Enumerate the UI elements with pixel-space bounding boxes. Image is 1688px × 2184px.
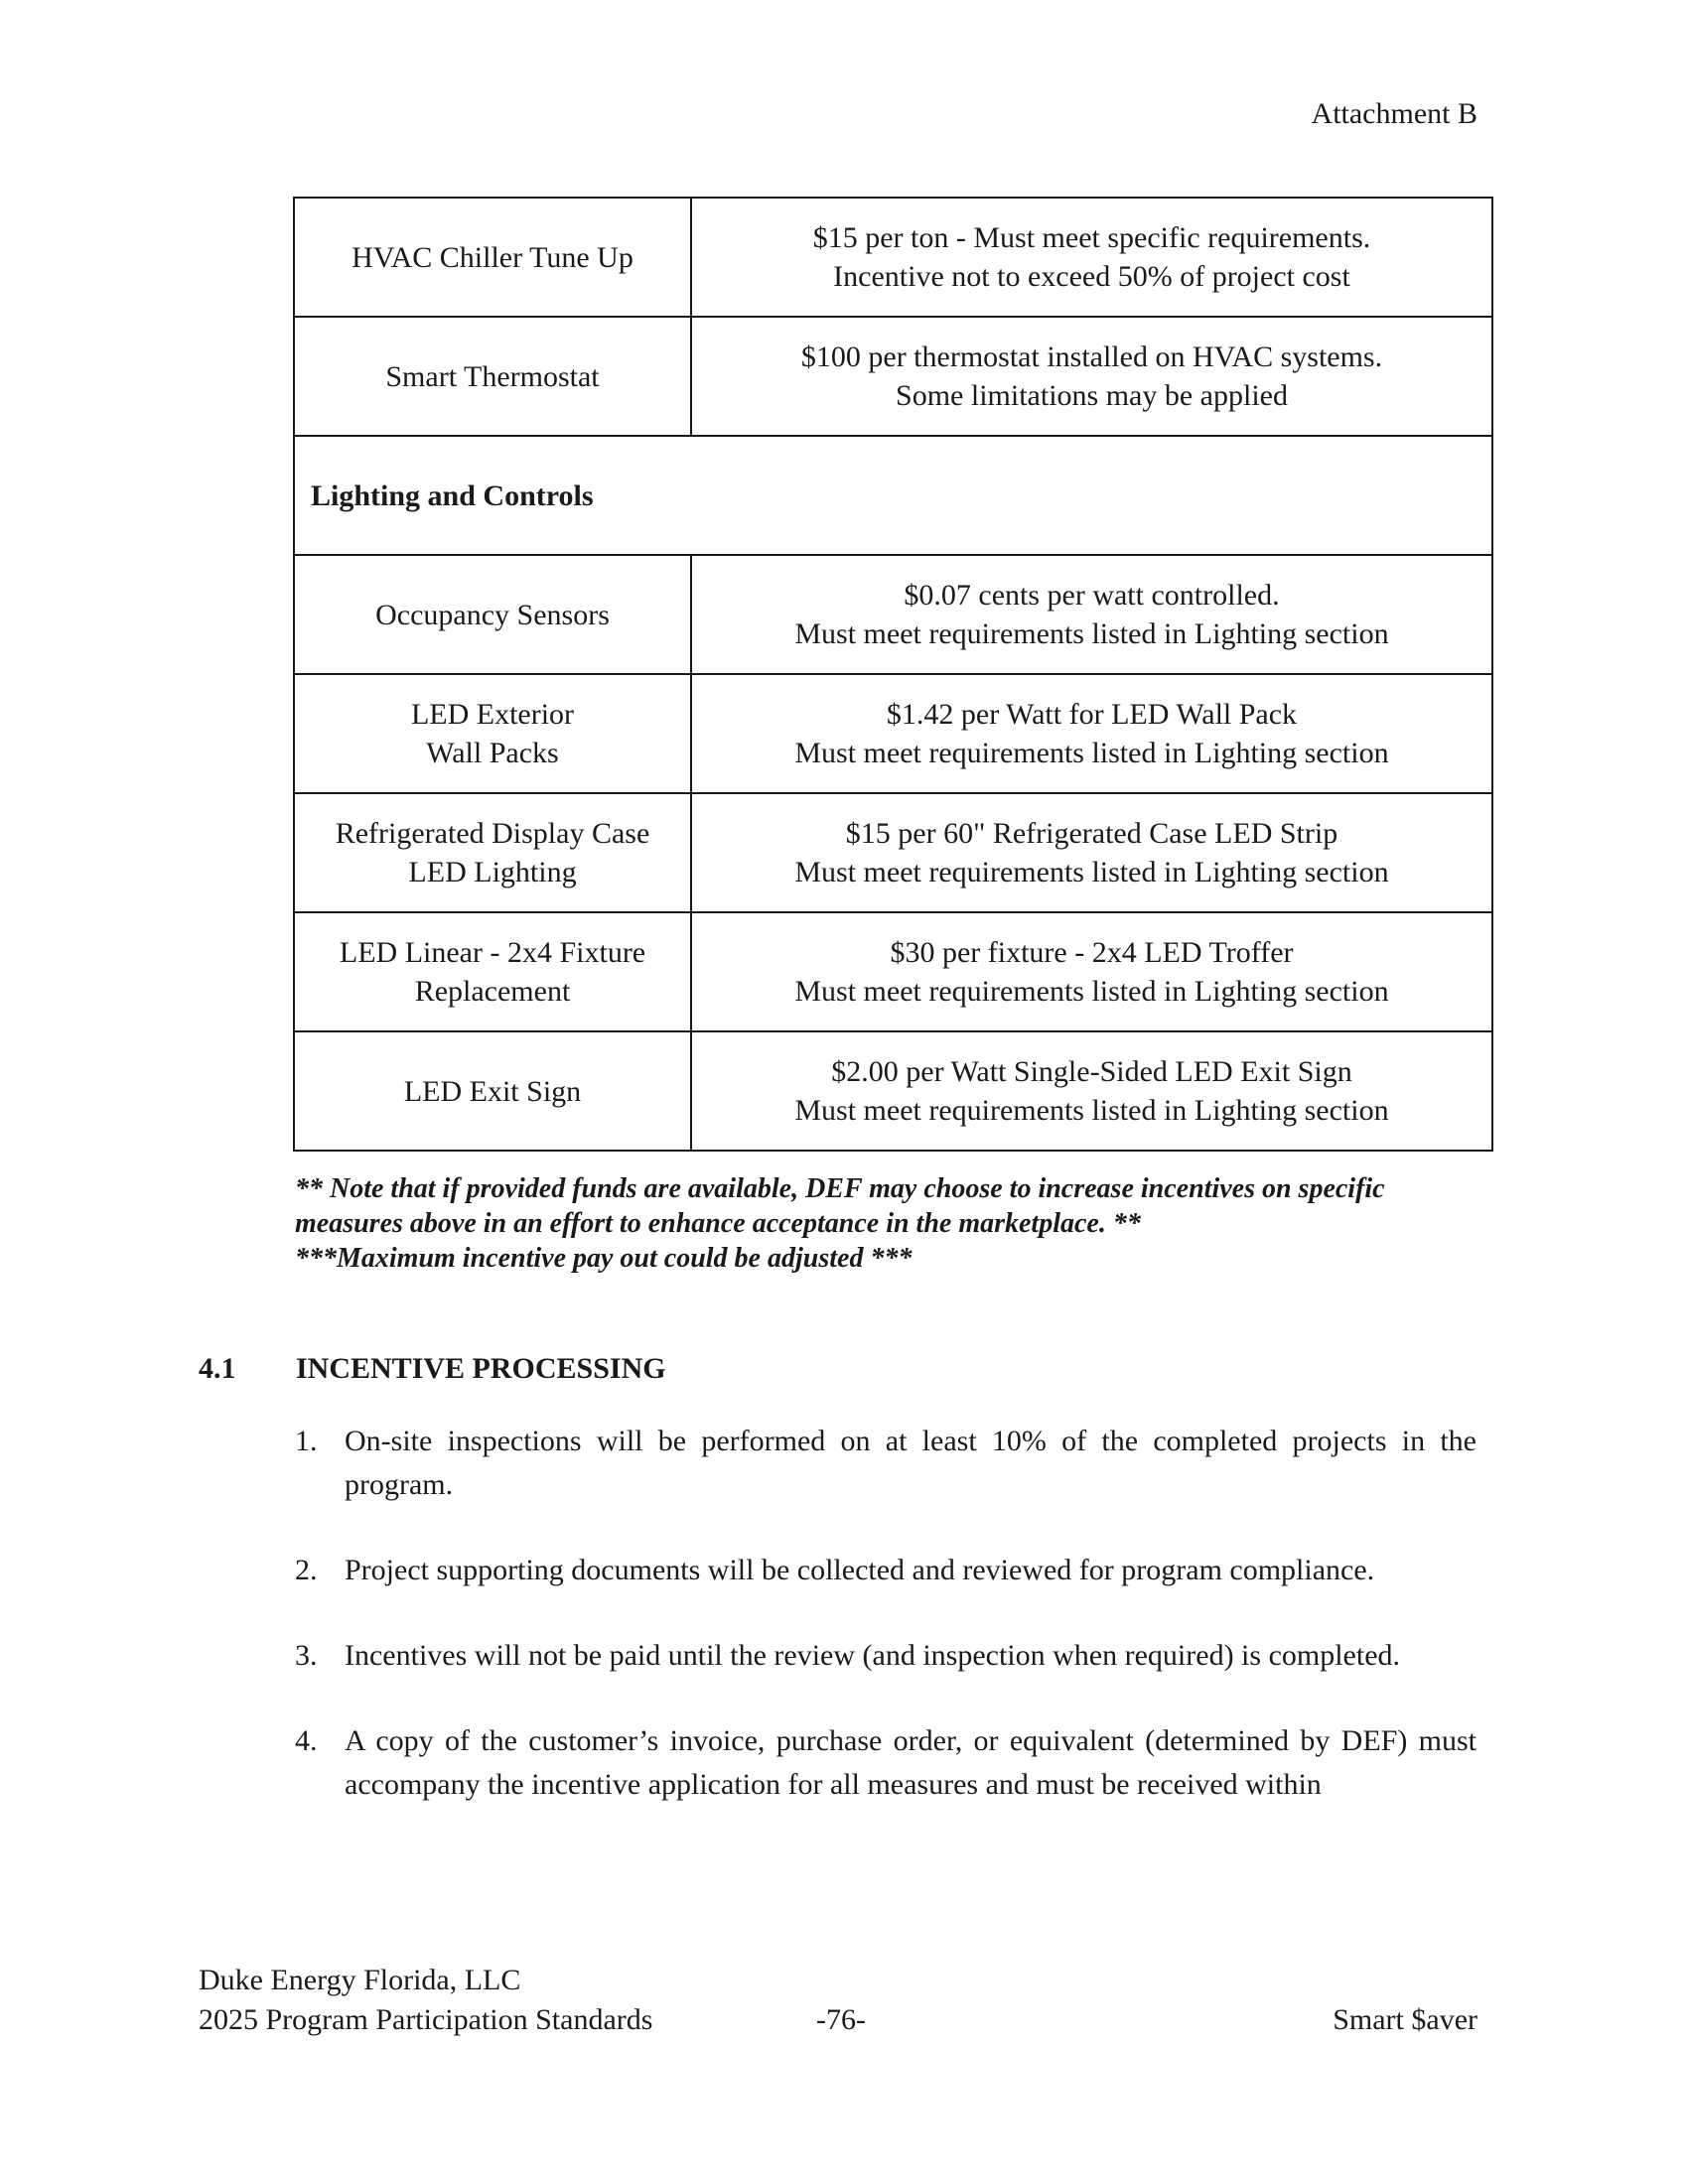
table-notes: [295, 1171, 1496, 1276]
section-label: Lighting and Controls: [294, 436, 1492, 555]
page-number: -76-: [816, 2003, 866, 2036]
table-row: [294, 555, 1492, 674]
table-row: [294, 793, 1492, 912]
item-text: Incentives will not be paid until the review (and inspection when required) is completed.: [345, 1639, 1401, 1672]
footer-left: [199, 1961, 652, 2040]
item-text: A copy of the customer’s invoice, purchase order, or equivalent (determined by DEF) must accompany the incentive application for all measures and must be received within: [345, 1724, 1477, 1801]
section-number: 4.1: [199, 1352, 236, 1385]
max-payout-note: ***Maximum incentive pay out could be adjusted ***: [295, 1243, 913, 1274]
section-row: [294, 436, 1492, 555]
measure-cell: LED Linear - 2x4 Fixture Replacement: [294, 912, 691, 1031]
incentive-cell: $100 per thermostat installed on HVAC systems. Some limitations may be applied: [691, 317, 1492, 436]
incentive-note: ** Note that if provided funds are available, DEF may choose to increase incentives on specific measures above in an effort to enhance acceptance in the marketplace. **: [295, 1173, 1385, 1239]
measure-cell: LED Exit Sign: [294, 1031, 691, 1151]
measure-cell: Occupancy Sensors: [294, 555, 691, 674]
incentive-cell: $2.00 per Watt Single-Sided LED Exit Sign Must meet requirements listed in Lighting section: [691, 1031, 1492, 1151]
item-text: On-site inspections will be performed on at least 10% of the completed projects in the program.: [345, 1425, 1477, 1501]
item-number: 4.: [295, 1724, 318, 1757]
item-number: 3.: [295, 1639, 318, 1672]
list-item: [295, 1420, 1477, 1507]
measure-cell: Refrigerated Display Case LED Lighting: [294, 793, 691, 912]
footer-document: 2025 Program Participation Standards: [199, 2003, 653, 2036]
list-item: [295, 1719, 1477, 1807]
item-number: 1.: [295, 1425, 318, 1457]
processing-steps: [295, 1420, 1477, 1807]
footer-company: Duke Energy Florida, LLC: [199, 1964, 521, 1996]
measure-cell: Smart Thermostat: [294, 317, 691, 436]
incentive-cell: $0.07 cents per watt controlled. Must meet requirements listed in Lighting section: [691, 555, 1492, 674]
incentive-cell: $1.42 per Watt for LED Wall Pack Must meet requirements listed in Lighting section: [691, 674, 1492, 793]
table-row: [294, 912, 1492, 1031]
table-row: [294, 317, 1492, 436]
incentive-cell: $15 per ton - Must meet specific requirements. Incentive not to exceed 50% of project cost: [691, 198, 1492, 317]
incentive-table: [293, 197, 1493, 1152]
item-text: Project supporting documents will be collected and reviewed for program compliance.: [345, 1554, 1375, 1586]
table-row: [294, 674, 1492, 793]
item-number: 2.: [295, 1554, 318, 1586]
section-title: INCENTIVE PROCESSING: [296, 1352, 666, 1385]
list-item: [295, 1634, 1477, 1678]
attachment-label: Attachment B: [1311, 97, 1477, 130]
measure-cell: HVAC Chiller Tune Up: [294, 198, 691, 317]
table-row: [294, 1031, 1492, 1151]
incentive-cell: $15 per 60" Refrigerated Case LED Strip Must meet requirements listed in Lighting section: [691, 793, 1492, 912]
incentive-cell: $30 per fixture - 2x4 LED Troffer Must meet requirements listed in Lighting section: [691, 912, 1492, 1031]
table-row: [294, 198, 1492, 317]
list-item: [295, 1549, 1477, 1592]
footer-program: Smart $aver: [1333, 2003, 1477, 2036]
measure-cell: LED Exterior Wall Packs: [294, 674, 691, 793]
